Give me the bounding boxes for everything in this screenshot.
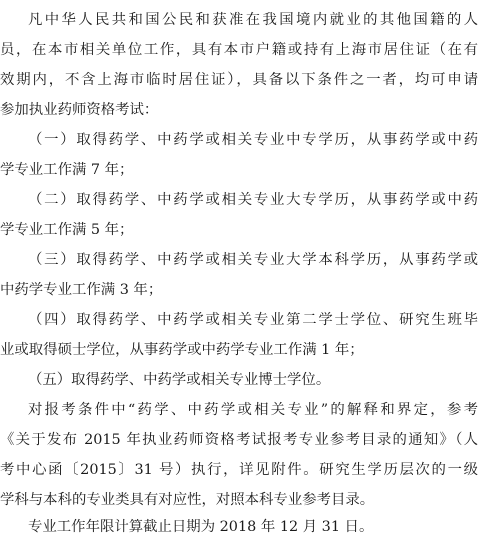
text-line: （四）取得药学、中药学或相关专业第二学士学位、研究生班毕: [28, 312, 478, 328]
text-line: 凡中华人民共和国公民和获准在我国境内就业的其他国籍的人: [28, 12, 478, 28]
text-line: 学科与本科的专业类具有对应性，对照本科专业参考目录。: [0, 492, 375, 508]
text-line: 专业工作年限计算截止日期为 2018 年 12 月 31 日。: [28, 519, 374, 535]
text-line: （二）取得药学、中药学或相关专业大专学历，从事药学或中药: [28, 192, 478, 208]
text-line: 员，在本市相关单位工作，具有本市户籍或持有上海市居住证（在有: [0, 42, 478, 58]
text-line: （一）取得药学、中药学或相关专业中专学历，从事药学或中药: [28, 132, 478, 148]
text-line: 中药学专业工作满 3 年；: [0, 282, 163, 298]
text-line: 学专业工作满 7 年；: [0, 162, 134, 178]
text-line: 学专业工作满 5 年；: [0, 222, 134, 238]
text-line: 考中心函〔2015〕31 号）执行，详见附件。研究生学历层次的一级: [0, 462, 478, 478]
text-line: （三）取得药学、中药学或相关专业大学本科学历，从事药学或: [28, 252, 478, 268]
text-line: 参加执业药师资格考试：: [0, 102, 159, 118]
text-line: 业或取得硕士学位，从事药学或中药学专业工作满 1 年；: [0, 342, 364, 358]
text-line: （五）取得药学、中药学或相关专业博士学位。: [28, 372, 331, 388]
text-line: 对报考条件中“药学、中药学或相关专业”的解释和界定，参考: [28, 402, 478, 418]
text-line: 效期内，不含上海市临时居住证），具备以下条件之一者，均可申请: [0, 72, 478, 88]
text-line: 《关于发布 2015 年执业药师资格考试报考专业参考目录的通知》（人: [0, 432, 478, 448]
